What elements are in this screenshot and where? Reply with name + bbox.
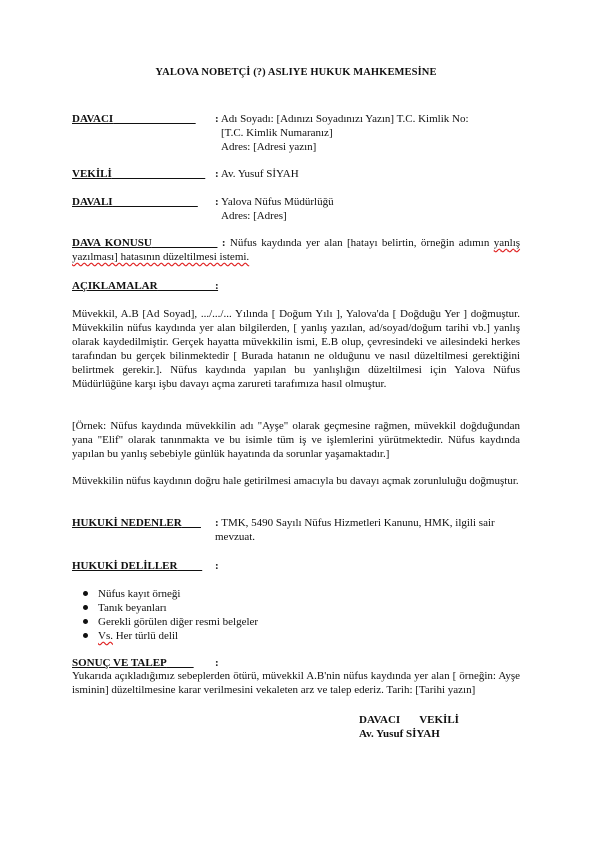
conclusion-text: Yukarıda açıkladığımız sebeplerden ötürü, müvekkil A.B'nin nüfus kaydında yer alan [ örneğin: Ayşe isminin] düzeltilmesine karar verilmesini vekaleten arz ve talep ederiz. Tarih: [Tarihi yazın]: [72, 670, 520, 696]
explanations-paragraph-2: [Örnek: Nüfus kaydında müvekkilin adı "Ayşe" olarak geçmesine rağmen, müvekkil doğduğundan yana "Elif" olarak tanınmakta ve bu isimle tüm iş ve işlemlerini yürütmektedir. Nüfus kaydında yapılan bu yanlış sebebiyle günlük hayatında da sorunlar yaşamaktadır.]: [72, 420, 520, 460]
case-subject-section: DAVA KONUSU : Nüfus kaydında yer alan [hatayı belirtin, örneğin adımın yanlış yazılması] hatasının düzeltilmesi istemi.: [72, 237, 521, 263]
explanations-paragraph-3: Müvekkilin nüfus kaydının doğru hale getirilmesi amacıyla bu davayı açmak zorunluluğu doğmuştur.: [72, 475, 519, 487]
case-subject-text: Nüfus kaydında yer alan [hatayı belirtin, örneğin adımın: [229, 237, 490, 249]
case-subject-text2: yanlış yazılması] hatasının düzeltilmesi istemi.: [72, 237, 521, 263]
plaintiff-line3: Adres: [Adresi yazın]: [221, 141, 317, 153]
plaintiff-line1: Adı Soyadı: [Adınızı Soyadınızı Yazın] T.C. Kimlik No:: [220, 113, 469, 125]
legal-grounds-label: HUKUKİ NEDENLER: [72, 517, 182, 529]
attorney-value: : Av. Yusuf SİYAH: [215, 168, 299, 180]
signature-name: Av. Yusuf SİYAH: [359, 728, 440, 740]
bullet-icon: [83, 633, 88, 638]
page-title: YALOVA NOBETÇİ (?) ASLIYE HUKUK MAHKEMESİNE: [155, 67, 437, 78]
case-subject-label: DAVA KONUSU: [72, 237, 152, 249]
attorney-label: VEKİLİ: [72, 168, 112, 180]
plaintiff-label: DAVACI: [72, 113, 114, 125]
bullet-icon: [83, 619, 88, 624]
list-item: Nüfus kayıt örneği: [80, 587, 258, 601]
list-item: Vs. Her türlü delil: [80, 629, 258, 643]
evidence-list: [80, 587, 258, 643]
list-item: Tanık beyanları: [80, 601, 258, 615]
list-item: Gerekli görülen diğer resmi belgeler: [80, 615, 258, 629]
explanations-paragraph-1: Müvekkil, A.B [Ad Soyad], .../.../... Yılında [ Doğum Yılı ], Yalova'da [ Doğduğu Yer ] doğmuştur. Müvekkilin nüfus kaydında yer alan bilgilerden, [ yanlış yazılan, ad/soyad/doğum tarihi vb.] yanlış olarak kaydedilmiştir. Gerçek hayatta müvekkilin ismi, E.B olup, çevresindeki ve ailesindeki herkes tarafından bu gerçek bilinmektedir [ Burada hatanın ne olduğunu ve nasıl düzeltilmesi gerektiğini belirtmek gerekir.]. Nüfus kaydında yapılan bu yanlışlığın düzeltilmesi için Yalova Nüfus Müdürlüğüne karşı işbu davayı açma zarureti tarafımıza hasıl olmuştur.: [72, 308, 520, 390]
bullet-icon: [83, 605, 88, 610]
plaintiff-line2: [T.C. Kimlik Numaranız]: [221, 127, 333, 139]
bullet-icon: [83, 591, 88, 596]
legal-grounds-value: : TMK, 5490 Sayılı Nüfus Hizmetleri Kanunu, HMK, ilgili sair mevzuat.: [215, 517, 495, 543]
plaintiff-value: : Adı Soyadı: [Adınızı Soyadınızı Yazın] T.C. Kimlik No: [T.C. Kimlik Numaranız] Adres: [Adresi yazın]: [215, 113, 469, 153]
signature-title: DAVACI VEKİLİ: [359, 714, 459, 726]
defendant-value: : Yalova Nüfus Müdürlüğü Adres: [Adres]: [215, 196, 334, 222]
defendant-label: DAVALI: [72, 196, 113, 208]
